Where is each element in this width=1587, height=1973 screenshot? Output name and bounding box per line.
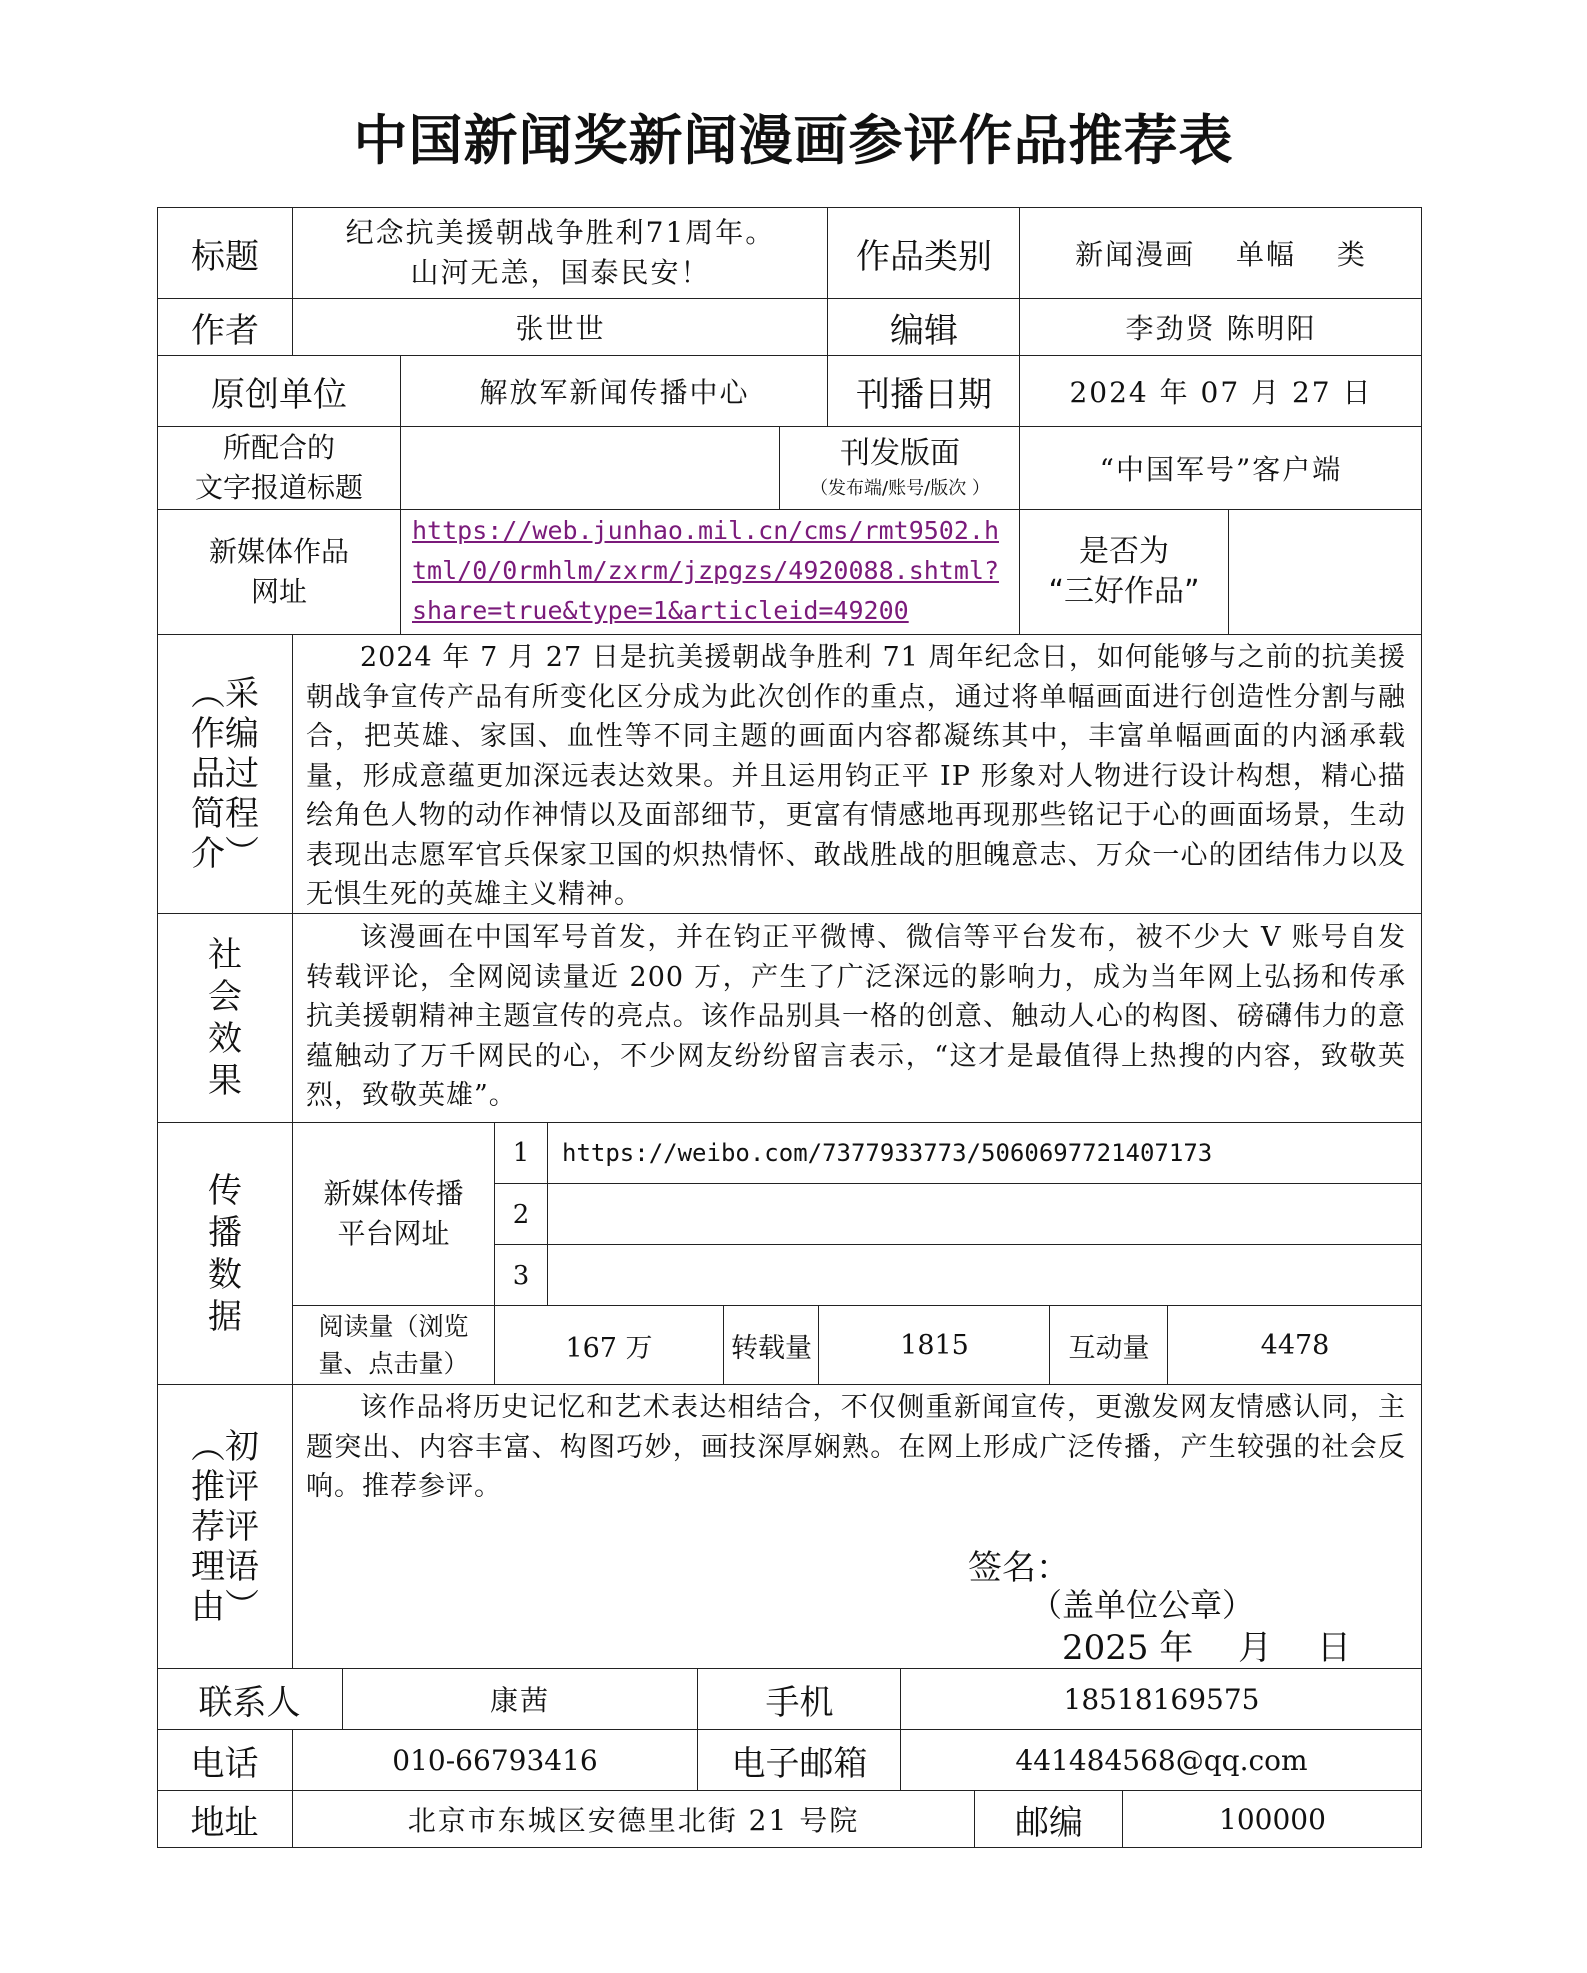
mobile-label: 手机 bbox=[765, 1682, 834, 1723]
review-date: 2025 年 月 日 bbox=[1062, 1628, 1351, 1668]
good-work-value bbox=[1229, 509, 1422, 635]
effect-text: 该漫画在中国军号首发，并在钧正平微博、微信等平台发布，被不少大 V 账号自发转载评论，全网阅读量近 200 万，产生了广泛深远的影响力，成为当年网上弘扬和传承抗美援朝精神主题宣传的亮点。该作品别具一格的创意、触动人心的构图、磅礴伟力的意蕴触动了万千网民的心，不少网友纷纷留言表示，“这才是最值得上热搜的内容，致敬英烈，致敬英雄”。 bbox=[306, 922, 1406, 1111]
email-value: 441484568@qq.com bbox=[1015, 1743, 1308, 1777]
work-url-link[interactable]: https://web.junhao.mil.cn/cms/rmt9502.html/0/0rmhlm/zxrm/jzpgzs/4920088.shtml?share=true&type=1&articleid=49200 bbox=[412, 516, 999, 625]
email-label: 电子邮箱 bbox=[731, 1743, 868, 1784]
good-work-label: 是否为 “三好作品” bbox=[1048, 534, 1200, 609]
url-value-cell bbox=[412, 511, 1012, 633]
category-value: 新闻漫画 单幅 类 bbox=[1075, 238, 1367, 271]
interact-value: 4478 bbox=[1260, 1329, 1330, 1361]
process-text: 2024 年 7 月 27 日是抗美援朝战争胜利 71 周年纪念日，如何能够与之前的抗美援朝战争宣传产品有所变化区分成为此次创作的重点，通过将单幅画面进行创造性分割与融合，把英雄、家国、血性等不同主题的画面内容都凝练其中，丰富单幅画面的内涵承载量，形成意蕴更加深远表达效果。并且运用钧正平 IP 形象对人物进行设计构想，精心描绘角色人物的动作神情以及面部细节，更富有情感地再现那些铭记于心的画面场景，生动表现出志愿军官兵保家卫国的炽热情怀、敢战胜战的胆魄意志、万众一心的团结伟力以及无惧生死的英雄主义精神。 bbox=[306, 642, 1406, 910]
platform-row-no: 1 bbox=[512, 1138, 530, 1168]
zip-label: 邮编 bbox=[1015, 1802, 1083, 1843]
mobile-value: 18518169575 bbox=[1063, 1682, 1260, 1716]
signature-label: 签名： bbox=[968, 1548, 1070, 1588]
stamp-label: （盖单位公章） bbox=[1030, 1586, 1255, 1624]
title-value-line2: 山河无恙，国泰民安！ bbox=[410, 256, 711, 289]
edition-label: 刊发版面 （发布端/账号/版次 ） bbox=[810, 436, 990, 499]
platform-row-no: 3 bbox=[512, 1260, 530, 1291]
related-label: 所配合的 文字报道标题 bbox=[194, 431, 363, 504]
date-label: 刊播日期 bbox=[856, 374, 992, 415]
interact-label: 互动量 bbox=[1068, 1332, 1150, 1364]
platform-row-url: https://weibo.com/7377933773/5060697721407173 bbox=[562, 1139, 1213, 1167]
unit-value: 解放军新闻传播中心 bbox=[479, 376, 750, 409]
url-label: 新媒体作品 网址 bbox=[208, 535, 349, 608]
author-label: 作者 bbox=[191, 310, 259, 351]
effect-label: 社会效果 bbox=[208, 935, 242, 1101]
process-label: ︵采作编品过简程介︶ bbox=[191, 674, 259, 874]
category-label: 作品类别 bbox=[856, 236, 992, 277]
address-label: 地址 bbox=[190, 1802, 259, 1843]
title-value bbox=[292, 212, 829, 294]
title-value-line1: 纪念抗美援朝战争胜利71周年。 bbox=[345, 216, 776, 249]
unit-label: 原创单位 bbox=[211, 374, 347, 415]
editor-value: 李劲贤 陈明阳 bbox=[1125, 312, 1317, 345]
repost-value: 1815 bbox=[900, 1329, 969, 1361]
repost-label: 转载量 bbox=[731, 1332, 812, 1364]
address-value: 北京市东城区安德里北街 21 号院 bbox=[407, 1804, 860, 1837]
platform-row-no: 2 bbox=[512, 1199, 530, 1230]
review-text: 该作品将历史记忆和艺术表达相结合，不仅侧重新闻宣传，更激发网友情感认同，主题突出、内容丰富、构图巧妙，画技深厚娴熟。在网上形成广泛传播，产生较强的社会反响。推荐参评。 bbox=[306, 1392, 1406, 1502]
read-label: 阅读量（浏览 量、点击量） bbox=[318, 1312, 469, 1378]
zip-value: 100000 bbox=[1219, 1802, 1326, 1836]
contact-person-label: 联系人 bbox=[198, 1682, 301, 1723]
platform-row-url bbox=[562, 1184, 1412, 1245]
review-label: ︵初推评荐评理语由︶ bbox=[191, 1426, 259, 1627]
read-value: 167 万 bbox=[565, 1332, 653, 1364]
contact-person-value: 康茜 bbox=[489, 1684, 550, 1717]
editor-label: 编辑 bbox=[890, 310, 958, 351]
platform-row-url bbox=[562, 1245, 1412, 1306]
date-value: 2024 年 07 月 27 日 bbox=[1069, 376, 1373, 409]
related-value bbox=[400, 426, 781, 510]
document-title: 中国新闻奖新闻漫画参评作品推荐表 bbox=[353, 109, 1234, 172]
phone-label: 电话 bbox=[190, 1743, 259, 1784]
author-value: 张世世 bbox=[515, 312, 606, 345]
spread-label: 传播数据 bbox=[208, 1170, 242, 1337]
platform-label: 新媒体传播 平台网址 bbox=[323, 1177, 464, 1250]
edition-value: “中国军号”客户端 bbox=[1099, 453, 1343, 486]
title-label: 标题 bbox=[191, 236, 259, 277]
phone-value: 010-66793416 bbox=[392, 1743, 598, 1777]
